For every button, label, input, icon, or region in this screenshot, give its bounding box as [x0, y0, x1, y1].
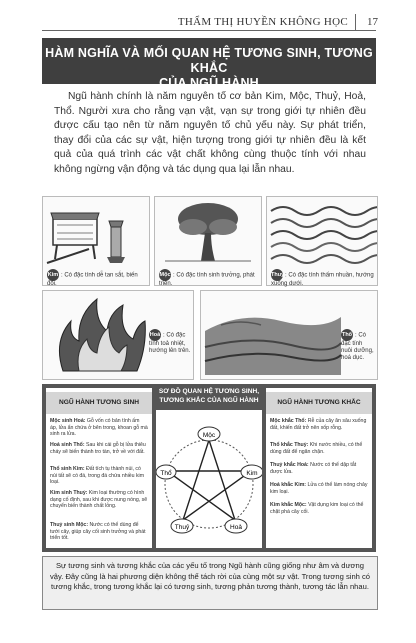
header-rule [42, 30, 376, 31]
kim-badge: Kim [47, 269, 59, 281]
five-elements-diagram [42, 384, 376, 552]
khac-item: Mộc khắc Thổ: Rễ của cây ăn sâu xuống đất, khiến đất trở nên xốp rỗng. [270, 418, 367, 431]
section-banner [42, 38, 376, 90]
kim-illustration-card [42, 196, 150, 286]
khac-item: Thổ khắc Thuỷ: Khi nước nhiều, có thể dùng đất để ngăn chặn. [270, 442, 363, 455]
running-title: THẨM THỊ HUYỀN KHÔNG HỌC [177, 16, 348, 28]
thuy-caption: Thuỷ: Có đặc tính thấm nhuần, hướng xuống dưới. [271, 269, 375, 288]
water-waves-illustration [267, 197, 377, 267]
intro-paragraph: Ngũ hành chính là năm nguyên tố cơ bản Kim, Mộc, Thuỷ, Hoả, Thổ. Người xưa cho rằng vạn vật, vạn sự trong giới tự nhiên đều được cấu tạo nên từ năm nguyên tố chủ yếu này. Sự phát triển, thay đổi của các sự vật, hiện tượng trong giới tự nhiên đều là kết quả của quá trình các vật chất không cùng thuộc tính với nhau không ngừng vận động và tác dụng qua lại lẫn nhau. [54, 91, 366, 175]
pentagram-panel [156, 410, 262, 548]
pentagram-chart [156, 410, 262, 548]
khac-item: Kim khắc Mộc: Vật dụng kim loại có thể chặt phá cây cối. [270, 502, 364, 515]
khac-panel [266, 388, 372, 548]
summary-text: Sự tương sinh và tương khắc của các yếu tố trong Ngũ hành cũng giống như âm và dương vậy. Đây cũng là hai phương diện không thể tách rời của cùng một sự vật. Trong tương sinh có tương khắc, trong tương khắc lại có tương sinh, tương phản tương thành, tương tác lẫn nhau. [49, 561, 371, 591]
page-header [0, 0, 416, 34]
thuy-badge: Thuỷ [271, 269, 283, 281]
node-label: Thuỷ [174, 524, 190, 531]
summary-box [42, 556, 378, 610]
sinh-item: Thổ sinh Kim: Đất tích tụ thành núi, có núi tất sẽ có đá, trong đá chứa nhiều kim loại. [50, 466, 145, 486]
page-number: 17 [367, 16, 378, 28]
hoa-badge: Hoả [149, 329, 161, 341]
node-label: Mộc [202, 432, 216, 439]
node-label: Thổ [160, 470, 172, 477]
node-label: Hoả [230, 524, 242, 531]
sinh-item: Kim sinh Thuỷ: Kim loại thường có hình dạng cố định, sau khi được nung nóng, sẽ chuyển biến thành chất lỏng. [50, 490, 148, 510]
diagram-title: SƠ ĐỒ QUAN HỆ TƯƠNG SINH, TƯƠNG KHẮC CỦA NGŨ HÀNH [158, 388, 260, 404]
sinh-item: Hoả sinh Thổ: Sau khi cái gỗ bị lửa thiêu cháy sẽ biến thành tro tàn, trở về với đất. [50, 442, 146, 455]
tho-badge: Thổ [341, 329, 353, 341]
khac-item: Thuỷ khắc Hoả: Nước có thể dập tắt được lửa. [270, 462, 357, 475]
hoa-caption: Hoả : Có đặc tính toả nhiệt, hướng lên trên. [149, 329, 191, 355]
sinh-panel [46, 388, 152, 548]
moc-badge: Mộc [159, 269, 171, 281]
banner-title-line2: CỦA NGŨ HÀNH [159, 76, 259, 90]
sinh-item: Mộc sinh Hoả: Gỗ vốn có bản tính ấm áp, lửa ẩn chứa ở bên trong, khoan gỗ mà sinh ra lửa. [50, 418, 148, 438]
header-divider [355, 14, 356, 30]
khac-panel-title: NGŨ HÀNH TƯƠNG KHẮC [266, 392, 372, 414]
moc-illustration-card [154, 196, 262, 286]
moc-caption: Mộc : Có đặc tính sinh trưởng, phát triển. [159, 269, 259, 288]
node-label: Kim [246, 470, 258, 477]
hoa-illustration-card [42, 290, 194, 380]
tree-illustration [155, 197, 261, 267]
tho-illustration-card [200, 290, 378, 380]
sinh-panel-title: NGŨ HÀNH TƯƠNG SINH [46, 392, 152, 414]
tho-caption: Thổ : Có đặc tính nuôi dưỡng, hoá dục. [341, 329, 375, 362]
banner-title-line1: HÀM NGHĨA VÀ MỐI QUAN HỆ TƯƠNG SINH, TƯƠNG KHẮC [45, 46, 373, 75]
kim-caption: Kim : Có đặc tính dễ tan sắt, biến đổi. [47, 269, 147, 288]
bronze-vessel-illustration [43, 197, 149, 267]
thuy-illustration-card [266, 196, 378, 286]
sinh-item: Thuỷ sinh Mộc: Nước có thể dùng để tưới cây, giúp cây cối sinh trưởng và phát triển tốt. [50, 522, 146, 542]
khac-item: Hoả khắc Kim: Lửa có thể làm nóng chảy kim loại. [270, 482, 368, 495]
